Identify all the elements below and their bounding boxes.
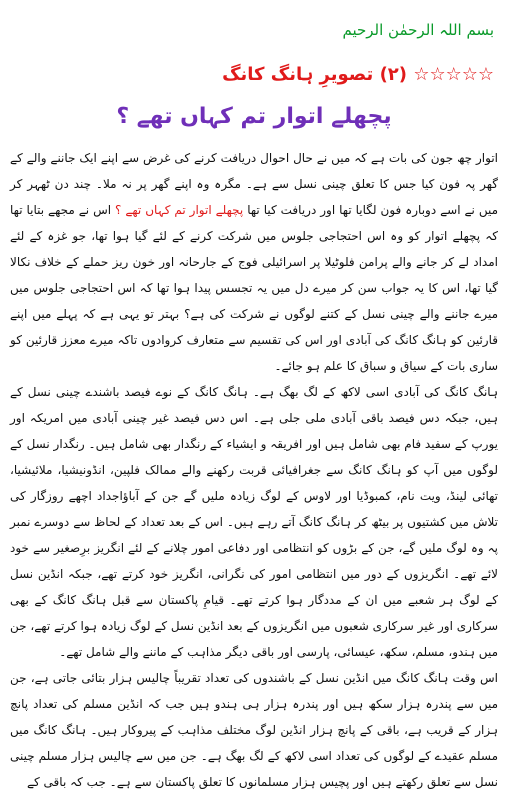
paragraph-1-part-1: اتوار چھ جون کی بات ہے کہ میں نے حال احوال دریافت کرنے کی غرض سے اپنے ایک جاننے والے کے گھر پہ فون کیا جس کا تعلق چینی نسل سے ہے۔ مگرہ وہ اپنے گھر پر نہ ملا۔ چند دن ٹھہر کر میں نے اسے دوبارہ فون لگایا تھا اور دریافت کیا تھا bbox=[10, 151, 499, 217]
bismillah-heading: بسم اللہ الرحمٰن الرحیم bbox=[342, 21, 494, 39]
paragraph-3: اس وقت ہانگ کانگ میں انڈین نسل کے باشندوں کی تعداد تقریباً چالیس ہزار بتائی جاتی ہے، جن میں سے پندرہ ہزار سکھ ہیں اور پندرہ ہزار ہی ہندو ہیں جب کہ انڈین مسلم کی تعداد پانچ ہزار کے قریب ہے، باقی کے پانچ ہزار انڈین لوگ مختلف مذاہب کے پیروکار ہیں۔ ہانگ کانگ میں مسلم عقیدے کے لوگوں کی تعداد اسی لاکھ کے لگ بھگ ہے۔ جن میں سے چالیس ہزار مسلم چینی نسل سے تعلق رکھتے ہیں اور پچیس ہزار مسلمانوں کا تعلق پاکستان سے ہے۔ جب کہ باقی کے bbox=[10, 671, 498, 789]
article-subtitle: پچھلے اتوار تم کہاں تھے ؟ bbox=[116, 104, 392, 129]
article-series-heading bbox=[14, 64, 494, 85]
paragraph-2: ہانگ کانگ کی آبادی اسی لاکھ کے لگ بھگ ہے۔ ہانگ کانگ کے نوے فیصد باشندے چینی نسل کے ہیں، جبکہ دس فیصد باقی آبادی ملی جلی ہے۔ اس دس فیصد غیر چینی آبادی میں امریکہ اور یورپ کے سفید فام بھی شامل ہیں اور افریقہ و ایشیاء کے رنگدار بھی شامل ہیں۔ رنگدار نسل کے لوگوں میں آپ کو ہانگ کانگ سے جغرافیائی قربت رکھنے والے ممالک فلپین، انڈونیشیا، ملائیشیا، تھائی لینڈ، ویت نام، کمبوڈیا اور لاوس کے لوگ زیادہ ملیں گے جن کے آباؤاجداد اچھے روزگار کی تلاش میں کشتیوں پر بیٹھ کر ہانگ کانگ آتے رہے ہیں۔ اس کے بعد تعداد کے لحاظ سے دوسرے نمبر پہ وہ لوگ ملیں گے، جن کے بڑوں کو انتظامی اور دفاعی امور چلانے کے لئے انگریز برِصغیر سے خود لائے تھے۔ انگریزوں کے دور میں انتظامی امور کی نگرانی، انگریز خود کرتے تھے، جبکہ انڈین نسل کے لوگ ہر شعبے میں ان کے مددگار ہوا کرتے تھے۔ قیامِ پاکستان سے قبل ہانگ کانگ کے بھی سرکاری اور غیر سرکاری شعبوں میں انگریزوں کے بعد انڈین نسل کے لوگ زیادہ ہوا کرتے تھے، جن میں ہندو، مسلم، سکھ، عیسائی، پارسی اور باقی دیگر مذاہب کے ماننے والے شامل تھے۔ bbox=[10, 385, 498, 659]
series-title: تصویرِ ہانگ کانگ bbox=[222, 64, 374, 85]
paragraph-1-part-2: اس نے مجھے بتایا تھا کہ پچھلے اتوار کو وہ اس احتجاجی جلوس میں شرکت کرنے کے لئے گیا ہوا تھا، جو غزہ کے لئے امداد لے کر جانے والے پرامن فلوٹیلا پر اسرائیلی فوج کے جارحانہ اور خون ریز حملے کے خلاف نکالا گیا تھا، اس کا یہ جواب سن کر میرے دل میں یہ تجسس پیدا ہوا تھا کہ اس احتجاجی جلوس میں میرے جاننے والے چینی نسل کے کتنے لوگوں نے شرکت کی ہے؟ بہتر تو یہی ہے کہ پہلے میں اپنے قارئین کو ہانگ کانگ کی آبادی اور اس کی تقسیم سے متعارف کروادوں تاکہ میرے معزز قارئین کو ساری بات کے سیاق و سباق کا علم ہو جائے۔ bbox=[10, 203, 498, 373]
paragraph-1 bbox=[10, 145, 498, 379]
highlighted-question: پچھلے اتوار تم کہاں تھے ؟ bbox=[115, 203, 244, 217]
stars-decoration: ☆☆☆☆☆ bbox=[413, 64, 494, 85]
series-number: (۲) bbox=[379, 64, 408, 85]
article-body bbox=[10, 145, 498, 795]
